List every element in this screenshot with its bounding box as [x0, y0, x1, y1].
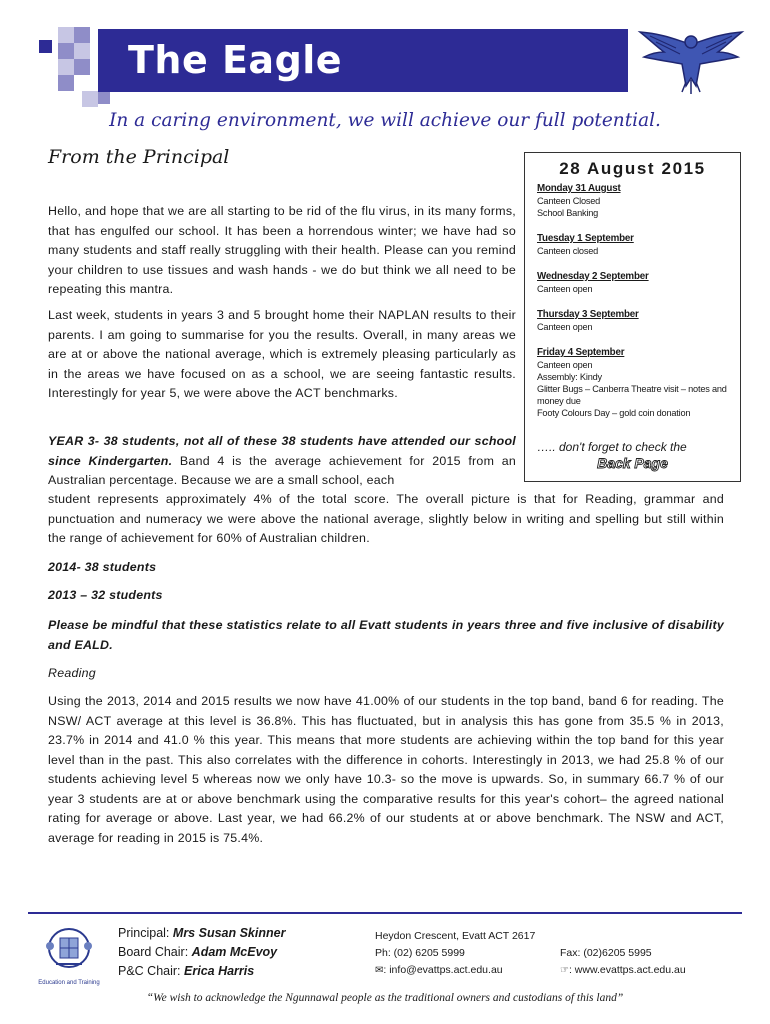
event-day — [537, 271, 737, 295]
leader-name: Erica Harris — [184, 964, 255, 978]
year3-bold-intro: YEAR 3- 38 students, not all of these 38 students have attended our school since Kindergarten. — [48, 434, 516, 468]
paragraph-flu: Hello, and hope that we are all starting to be rid of the flu virus, in its many forms, that has engulfed our school. It has been a horrendous winter; we have had so many students and staff really struggling with their health. Please can you remind your children to use tissues and wash hands - we do but think we all need to be repeating this mantra. — [48, 204, 516, 296]
event-day — [537, 309, 737, 333]
deco-square — [58, 43, 74, 59]
web-row[interactable] — [560, 962, 686, 979]
leader-label: P&C Chair: — [118, 964, 181, 978]
acknowledgement-of-country: “We wish to acknowledge the Ngunnawal people as the traditional owners and custodians of this land” — [146, 992, 624, 1004]
event-item: Footy Colours Day – gold coin donation — [537, 408, 691, 418]
event-day-title: Wednesday 2 September — [537, 271, 649, 282]
event-day — [537, 183, 737, 219]
website[interactable]: : www.evattps.act.edu.au — [568, 964, 686, 976]
leader-name: Adam McEvoy — [191, 945, 278, 959]
deco-square — [98, 92, 110, 104]
leader-row — [118, 962, 285, 981]
contact-details — [375, 928, 535, 979]
event-day-title: Monday 31 August — [537, 183, 621, 194]
event-item: Glitter Bugs – Canberra Theatre visit – notes and money due — [537, 384, 727, 406]
leader-row — [118, 924, 285, 943]
school-crest — [36, 926, 102, 986]
footer-divider — [28, 912, 742, 914]
deco-square — [58, 59, 74, 75]
deco-square — [39, 40, 52, 53]
phone: Ph: (02) 6205 5999 — [375, 947, 465, 959]
envelope-icon: ✉ — [375, 965, 384, 976]
deco-square — [74, 59, 90, 75]
paragraph-year3 — [48, 432, 516, 491]
deco-square — [58, 75, 74, 91]
event-day-title: Tuesday 1 September — [537, 233, 634, 244]
stat-2014: 2014- 38 students — [48, 560, 157, 574]
paragraph-naplan: Last week, students in years 3 and 5 brought home their NAPLAN results to their parents. I am going to summarise for you the results. Overall, in many areas we are at or above the national average, which is extremely pleasing particularly as in the areas we have focused on as a school, we are seeing fantastic results. Interestingly for year 5, we were above the ACT benchmarks. — [48, 308, 516, 400]
paragraph-reading: Using the 2013, 2014 and 2015 results we now have 41.00% of our students in the top band, band 6 for reading. The NSW/ ACT average at this level is 36.8%. This has fluctuated, but in analysis this has gone from 35.5 % in 2013, 23.7% in 2014 and 41.0 % this year. This means that more students are achieving within the top band for this year level than in the past. This also correlates with the difference in cohorts. Interestingly in 2013, we had 25.8 % of our students achieving level 5 whereas now we only have 10.3- so the move is upwards. So, in summary 66.7 % of our year 3 students are at or above benchmark using the comparative results for this year's cohort– the agreed national rating for average or above. Last year, we had 66.2% of our students at or above benchmark. The NSW and ACT, average for reading in 2015 is 75.4%. — [48, 694, 724, 845]
event-list — [537, 183, 737, 433]
deco-square — [74, 43, 90, 59]
back-page-label: Back Page — [597, 455, 668, 471]
contact-details-2 — [560, 945, 686, 979]
newsletter-title: The Eagle — [128, 38, 343, 82]
event-item: Canteen open — [537, 322, 593, 332]
pointer-hand-icon: ☞ — [560, 965, 569, 976]
leader-label: Board Chair: — [118, 945, 189, 959]
email-row[interactable] — [375, 962, 535, 979]
address: Heydon Crescent, Evatt ACT 2617 — [375, 930, 536, 942]
deco-square — [58, 27, 74, 43]
stat-2013: 2013 – 32 students — [48, 588, 163, 602]
calendar-date: 28 August 2015 — [559, 159, 706, 178]
school-motto: In a caring environment, we will achieve our full potential. — [109, 110, 661, 131]
fax: Fax: (02)6205 5995 — [560, 947, 652, 959]
event-day — [537, 347, 737, 419]
leader-row — [118, 943, 285, 962]
paragraph-year3-continued: student represents approximately 4% of the total score. The overall picture is that for Reading, grammar and punctuation and numeracy we were above the national average, slightly below in writing and spelling but still within the range of achievement for 60% of Australian children. — [48, 492, 724, 545]
event-item: School Banking — [537, 208, 599, 218]
deco-square — [82, 91, 98, 107]
reading-heading: Reading — [48, 666, 96, 680]
event-day-title: Friday 4 September — [537, 347, 625, 358]
event-item: Canteen open — [537, 360, 593, 370]
event-item: Canteen open — [537, 284, 593, 294]
event-day-title: Thursday 3 September — [537, 309, 639, 320]
mindful-note: Please be mindful that these statistics relate to all Evatt students in years three and five inclusive of disability and EALD. — [48, 618, 724, 652]
leader-name: Mrs Susan Skinner — [172, 926, 286, 940]
school-leaders — [118, 924, 285, 981]
crest-icon — [36, 926, 102, 974]
crest-caption: Education and Training — [38, 980, 100, 986]
event-item: Assembly: Kindy — [537, 372, 602, 382]
event-item: Canteen closed — [537, 246, 599, 256]
leader-label: Principal: — [118, 926, 170, 940]
year3-intro-rest: Band 4 is the average achievement for 2015 from an Australian percentage. Because we are a small school, each — [48, 453, 517, 487]
back-page-reminder: ….. don't forget to check the — [537, 440, 687, 454]
event-day — [537, 233, 737, 257]
deco-square — [74, 27, 90, 43]
email-address[interactable]: : info@evattps.act.edu.au — [383, 964, 503, 976]
calendar-box — [524, 152, 741, 482]
section-heading: From the Principal — [48, 146, 230, 168]
event-item: Canteen Closed — [537, 196, 601, 206]
eagle-logo-icon — [636, 24, 746, 98]
